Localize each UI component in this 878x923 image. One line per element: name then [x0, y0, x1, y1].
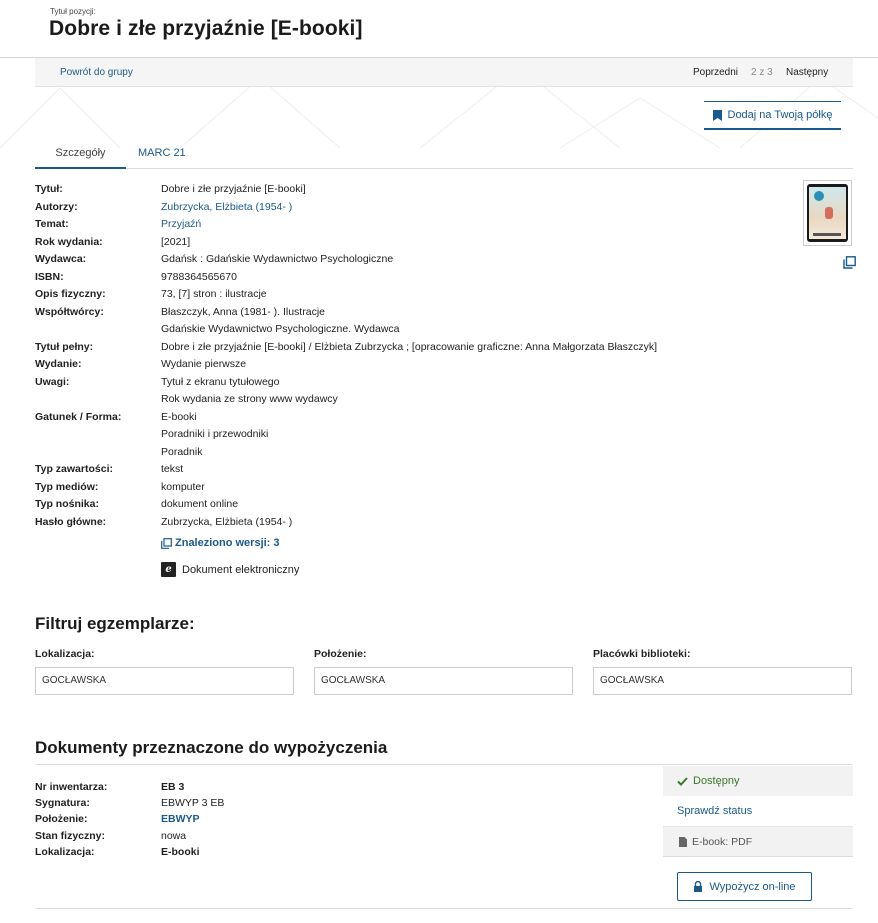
- record-navigation-bar: [35, 58, 853, 87]
- detail-row: [35, 496, 735, 514]
- detail-label: Tytuł:: [35, 183, 63, 195]
- detail-values: [161, 199, 735, 217]
- document-type-label: Dokument elektroniczny: [182, 563, 300, 576]
- detail-values: [161, 374, 735, 409]
- back-to-group-link[interactable]: Powrót do grupy: [60, 67, 133, 78]
- versions-link[interactable]: [161, 537, 280, 549]
- filter-location-select[interactable]: GOCŁAWSKA: [35, 667, 294, 695]
- detail-values: [161, 461, 735, 479]
- detail-value: Gdańsk : Gdańskie Wydawnictwo Psychologiczne: [161, 253, 394, 265]
- detail-label: Wydanie:: [35, 358, 82, 370]
- detail-value: Dobre i złe przyjaźnie [E-booki] / Elżbieta Zubrzycka ; [opracowanie graficzne: Anna Małgorzata Błaszczyk]: [161, 340, 658, 353]
- detail-values: [161, 356, 735, 374]
- detail-value: E-booki: [161, 410, 197, 423]
- format-info: [663, 827, 853, 857]
- detail-values: [161, 216, 735, 234]
- detail-values: [161, 514, 735, 532]
- tab-bar: [35, 140, 853, 169]
- position-link[interactable]: EBWYP: [161, 813, 200, 826]
- detail-label: Wydawca:: [35, 253, 87, 265]
- filter-position-select[interactable]: GOCŁAWSKA: [314, 667, 573, 695]
- bookmark-icon: [713, 110, 722, 121]
- detail-value: Gdańskie Wydawnictwo Psychologiczne. Wydawca: [161, 323, 400, 335]
- versions-icon: [161, 538, 172, 549]
- detail-label: Temat:: [35, 218, 69, 230]
- detail-label: ISBN:: [35, 270, 64, 283]
- position-label: Położenie:: [35, 813, 88, 826]
- next-link[interactable]: Następny: [786, 67, 829, 78]
- detail-row: [35, 374, 735, 409]
- detail-row: [35, 479, 735, 497]
- tab-details[interactable]: Szczegóły: [35, 140, 126, 169]
- detail-row: [35, 286, 735, 304]
- filter-branch-select[interactable]: GOCŁAWSKA: [593, 667, 852, 695]
- file-icon: [679, 837, 687, 847]
- detail-row: [35, 251, 735, 269]
- ebook-icon: e: [161, 562, 176, 577]
- location-value: E-booki: [161, 845, 200, 858]
- availability-panel: [663, 766, 853, 857]
- detail-row: [35, 356, 735, 374]
- detail-label: Typ nośnika:: [35, 498, 99, 510]
- add-to-shelf-button[interactable]: [704, 101, 841, 130]
- detail-row: [35, 216, 735, 234]
- record-details: [35, 181, 735, 531]
- detail-value: dokument online: [161, 498, 239, 510]
- detail-values: [161, 304, 735, 339]
- versions-label: Znaleziono wersji: 3: [175, 537, 280, 549]
- status-label: Dostępny: [693, 775, 740, 787]
- detail-label: Typ mediów:: [35, 480, 99, 493]
- detail-value: tekst: [161, 463, 184, 475]
- check-icon: [677, 777, 688, 786]
- detail-label: Autorzy:: [35, 200, 78, 213]
- borrow-label: Wypożycz on-line: [709, 880, 796, 893]
- detail-row: [35, 514, 735, 532]
- detail-values: [161, 479, 735, 497]
- inventory-value: EB 3: [161, 781, 185, 793]
- detail-value: Tytuł z ekranu tytułowego: [161, 375, 280, 388]
- page-title: Dobre i złe przyjaźnie [E-booki]: [49, 17, 363, 40]
- detail-values: [161, 286, 735, 304]
- book-cover[interactable]: [803, 180, 852, 246]
- detail-value: Poradnik: [161, 445, 203, 458]
- detail-label: Współtwórcy:: [35, 305, 104, 318]
- borrow-online-button[interactable]: [677, 872, 812, 901]
- document-type: [161, 562, 299, 577]
- format-label: E-book: PDF: [692, 835, 753, 848]
- detail-label: Typ zawartości:: [35, 463, 113, 475]
- detail-row: [35, 339, 735, 357]
- detail-value: komputer: [161, 480, 205, 493]
- detail-row: [35, 181, 735, 199]
- detail-value: 73, [7] stron : ilustracje: [161, 288, 267, 300]
- detail-row: [35, 269, 735, 287]
- filter-location-label: Lokalizacja:: [35, 648, 95, 660]
- filter-position-label: Położenie:: [314, 648, 367, 660]
- detail-value: Rok wydania ze strony www wydawcy: [161, 393, 338, 405]
- detail-row: [35, 234, 735, 252]
- copy-details: [35, 779, 435, 860]
- filter-branch-label: Placówki biblioteki:: [593, 648, 691, 660]
- detail-value: Zubrzycka, Elżbieta (1954- ): [161, 515, 293, 528]
- signature-label: Sygnatura:: [35, 797, 90, 810]
- detail-values: [161, 269, 735, 287]
- detail-row: [35, 461, 735, 479]
- detail-label: Tytuł pełny:: [35, 340, 94, 353]
- detail-row: [35, 199, 735, 217]
- lock-icon: [693, 881, 703, 892]
- status-badge: [663, 766, 853, 796]
- location-label: Lokalizacja:: [35, 845, 95, 858]
- loans-title: Dokumenty przeznaczone do wypożyczenia: [35, 738, 388, 757]
- detail-row: [35, 409, 735, 462]
- divider: [35, 908, 853, 909]
- detail-value-link[interactable]: Przyjaźń: [161, 218, 202, 230]
- detail-values: [161, 181, 735, 199]
- detail-row: [35, 304, 735, 339]
- detail-values: [161, 339, 735, 357]
- detail-value: Błaszczyk, Anna (1981- ). Ilustracje: [161, 305, 325, 318]
- condition-value: nowa: [161, 829, 187, 842]
- title-caption: Tytuł pozycji:: [50, 7, 96, 16]
- signature-value: EBWYP 3 EB: [161, 797, 225, 810]
- add-to-shelf-label: Dodaj na Twoją półkę: [727, 109, 833, 121]
- divider: [35, 764, 853, 765]
- detail-label: Rok wydania:: [35, 235, 103, 248]
- page-header: [0, 0, 878, 58]
- condition-label: Stan fizyczny:: [35, 829, 106, 842]
- detail-value: Wydanie pierwsze: [161, 358, 247, 370]
- tab-marc21[interactable]: MARC 21: [138, 147, 186, 159]
- check-status-link[interactable]: Sprawdź status: [663, 796, 853, 827]
- copy-icon[interactable]: [843, 256, 856, 269]
- previous-link[interactable]: Poprzedni: [693, 67, 739, 78]
- detail-label: Gatunek / Forma:: [35, 410, 122, 423]
- detail-label: Hasło główne:: [35, 515, 107, 528]
- detail-label: Opis fizyczny:: [35, 288, 106, 300]
- ebook-cover-thumbnail: [807, 184, 848, 242]
- filter-title: Filtruj egzemplarze:: [35, 614, 195, 633]
- detail-label: Uwagi:: [35, 375, 70, 388]
- detail-values: [161, 496, 735, 514]
- detail-value-link[interactable]: Zubrzycka, Elżbieta (1954- ): [161, 200, 293, 213]
- detail-value: [2021]: [161, 235, 191, 248]
- detail-value: 9788364565670: [161, 270, 237, 283]
- detail-values: [161, 251, 735, 269]
- detail-value: Dobre i złe przyjaźnie [E-booki]: [161, 183, 306, 195]
- detail-values: [161, 409, 735, 462]
- inventory-label: Nr inwentarza:: [35, 781, 108, 793]
- detail-values: [161, 234, 735, 252]
- record-counter: 2 z 3: [751, 67, 773, 78]
- detail-value: Poradniki i przewodniki: [161, 428, 269, 440]
